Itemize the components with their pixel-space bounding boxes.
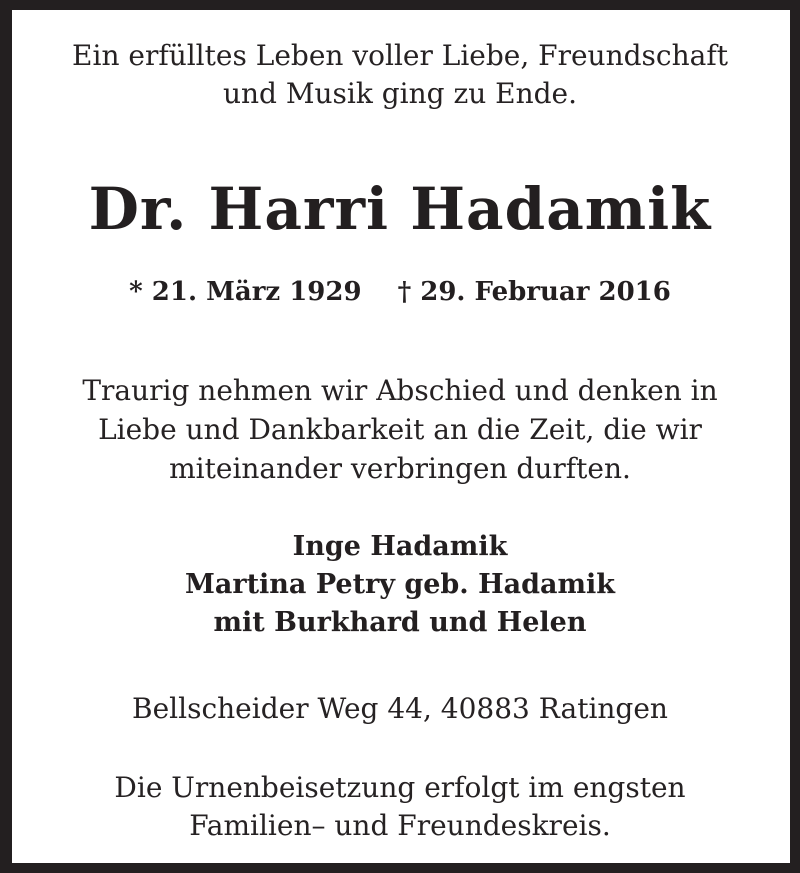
condolence-line: Liebe und Dankbarkeit an die Zeit, die wir: [98, 413, 702, 446]
funeral-notice: [0, 769, 800, 845]
deceased-name: Dr. Harri Hadamik: [88, 175, 712, 243]
opening-verse: [0, 37, 800, 113]
condolence-text: [0, 371, 800, 488]
funeral-notice-line: Familien– und Freundeskreis.: [189, 809, 611, 842]
mourner-name: Inge Hadamik: [292, 531, 508, 562]
life-dates: [0, 275, 800, 309]
birth-date: * 21. März 1929: [129, 277, 362, 307]
death-date: † 29. Februar 2016: [397, 277, 671, 307]
mourner-name: Martina Petry geb. Hadamik: [184, 569, 616, 600]
condolence-line: miteinander verbringen durften.: [169, 452, 631, 485]
mourners-list: [0, 528, 800, 642]
mourner-name: mit Burkhard und Helen: [213, 607, 587, 638]
address-line: Bellscheider Weg 44, 40883 Ratingen: [132, 692, 668, 725]
condolence-line: Traurig nehmen wir Abschied und denken in: [82, 374, 718, 407]
opening-line: Ein erfülltes Leben voller Liebe, Freundschaft: [72, 39, 728, 72]
funeral-notice-line: Die Urnenbeisetzung erfolgt im engsten: [114, 771, 686, 804]
opening-line: und Musik ging zu Ende.: [222, 77, 578, 110]
